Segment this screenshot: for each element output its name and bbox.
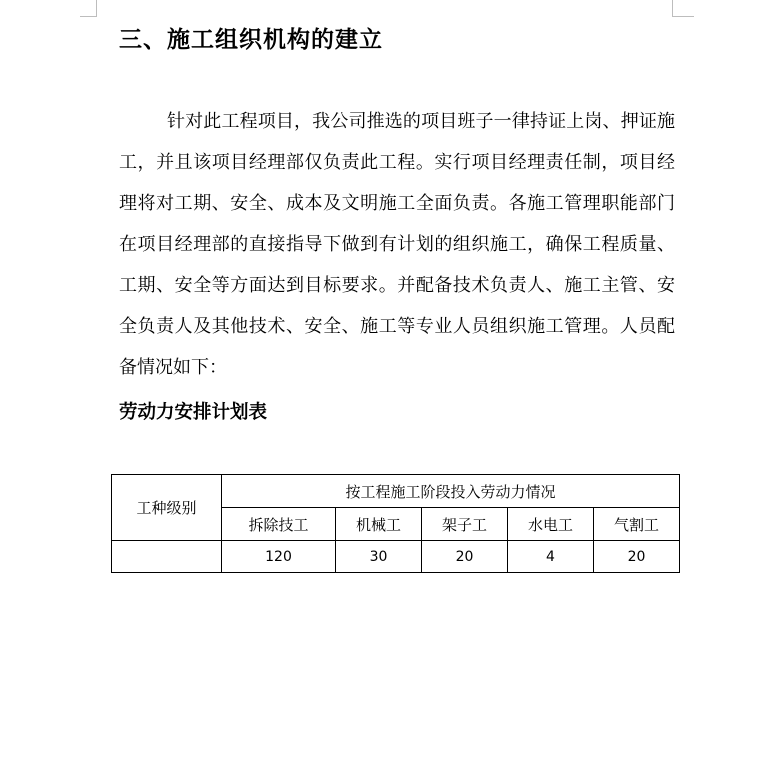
- table-header-row: [112, 475, 680, 508]
- value-cell: 4: [507, 541, 593, 573]
- column-header-cell: 机械工: [336, 508, 422, 541]
- labor-plan-table: [111, 474, 680, 573]
- group-header-cell: 按工程施工阶段投入劳动力情况: [222, 475, 680, 508]
- column-header-cell: 拆除技工: [222, 508, 336, 541]
- value-cell: 30: [336, 541, 422, 573]
- crop-mark-top-right-vertical: [672, 0, 673, 16]
- column-header-cell: 架子工: [422, 508, 508, 541]
- value-cell: 120: [222, 541, 336, 573]
- crop-mark-top-left-vertical: [96, 0, 97, 16]
- value-cell: 20: [593, 541, 679, 573]
- crop-mark-top-left-horizontal: [80, 16, 97, 17]
- column-header-cell: 水电工: [507, 508, 593, 541]
- empty-cell: [112, 541, 222, 573]
- value-cell: 20: [422, 541, 508, 573]
- table-title: 劳动力安排计划表: [119, 402, 268, 423]
- body-paragraph: 针对此工程项目，我公司推选的项目班子一律持证上岗、押证施工，并且该项目经理部仅负责此工程。实行项目经理责任制，项目经理将对工期、安全、成本及文明施工全面负责。各施工管理职能部门在项目经理部的直接指导下做到有计划的组织施工，确保工程质量、工期、安全等方面达到目标要求。并配备技术负责人、施工主管、安全负责人及其他技术、安全、施工等专业人员组织施工管理。人员配备情况如下：: [119, 111, 675, 378]
- row-header-cell: 工种级别: [112, 475, 222, 541]
- column-header-cell: 气割工: [593, 508, 679, 541]
- section-heading: 三、施工组织机构的建立: [119, 26, 383, 53]
- crop-mark-top-right-horizontal: [672, 16, 694, 17]
- table-row: [112, 541, 680, 573]
